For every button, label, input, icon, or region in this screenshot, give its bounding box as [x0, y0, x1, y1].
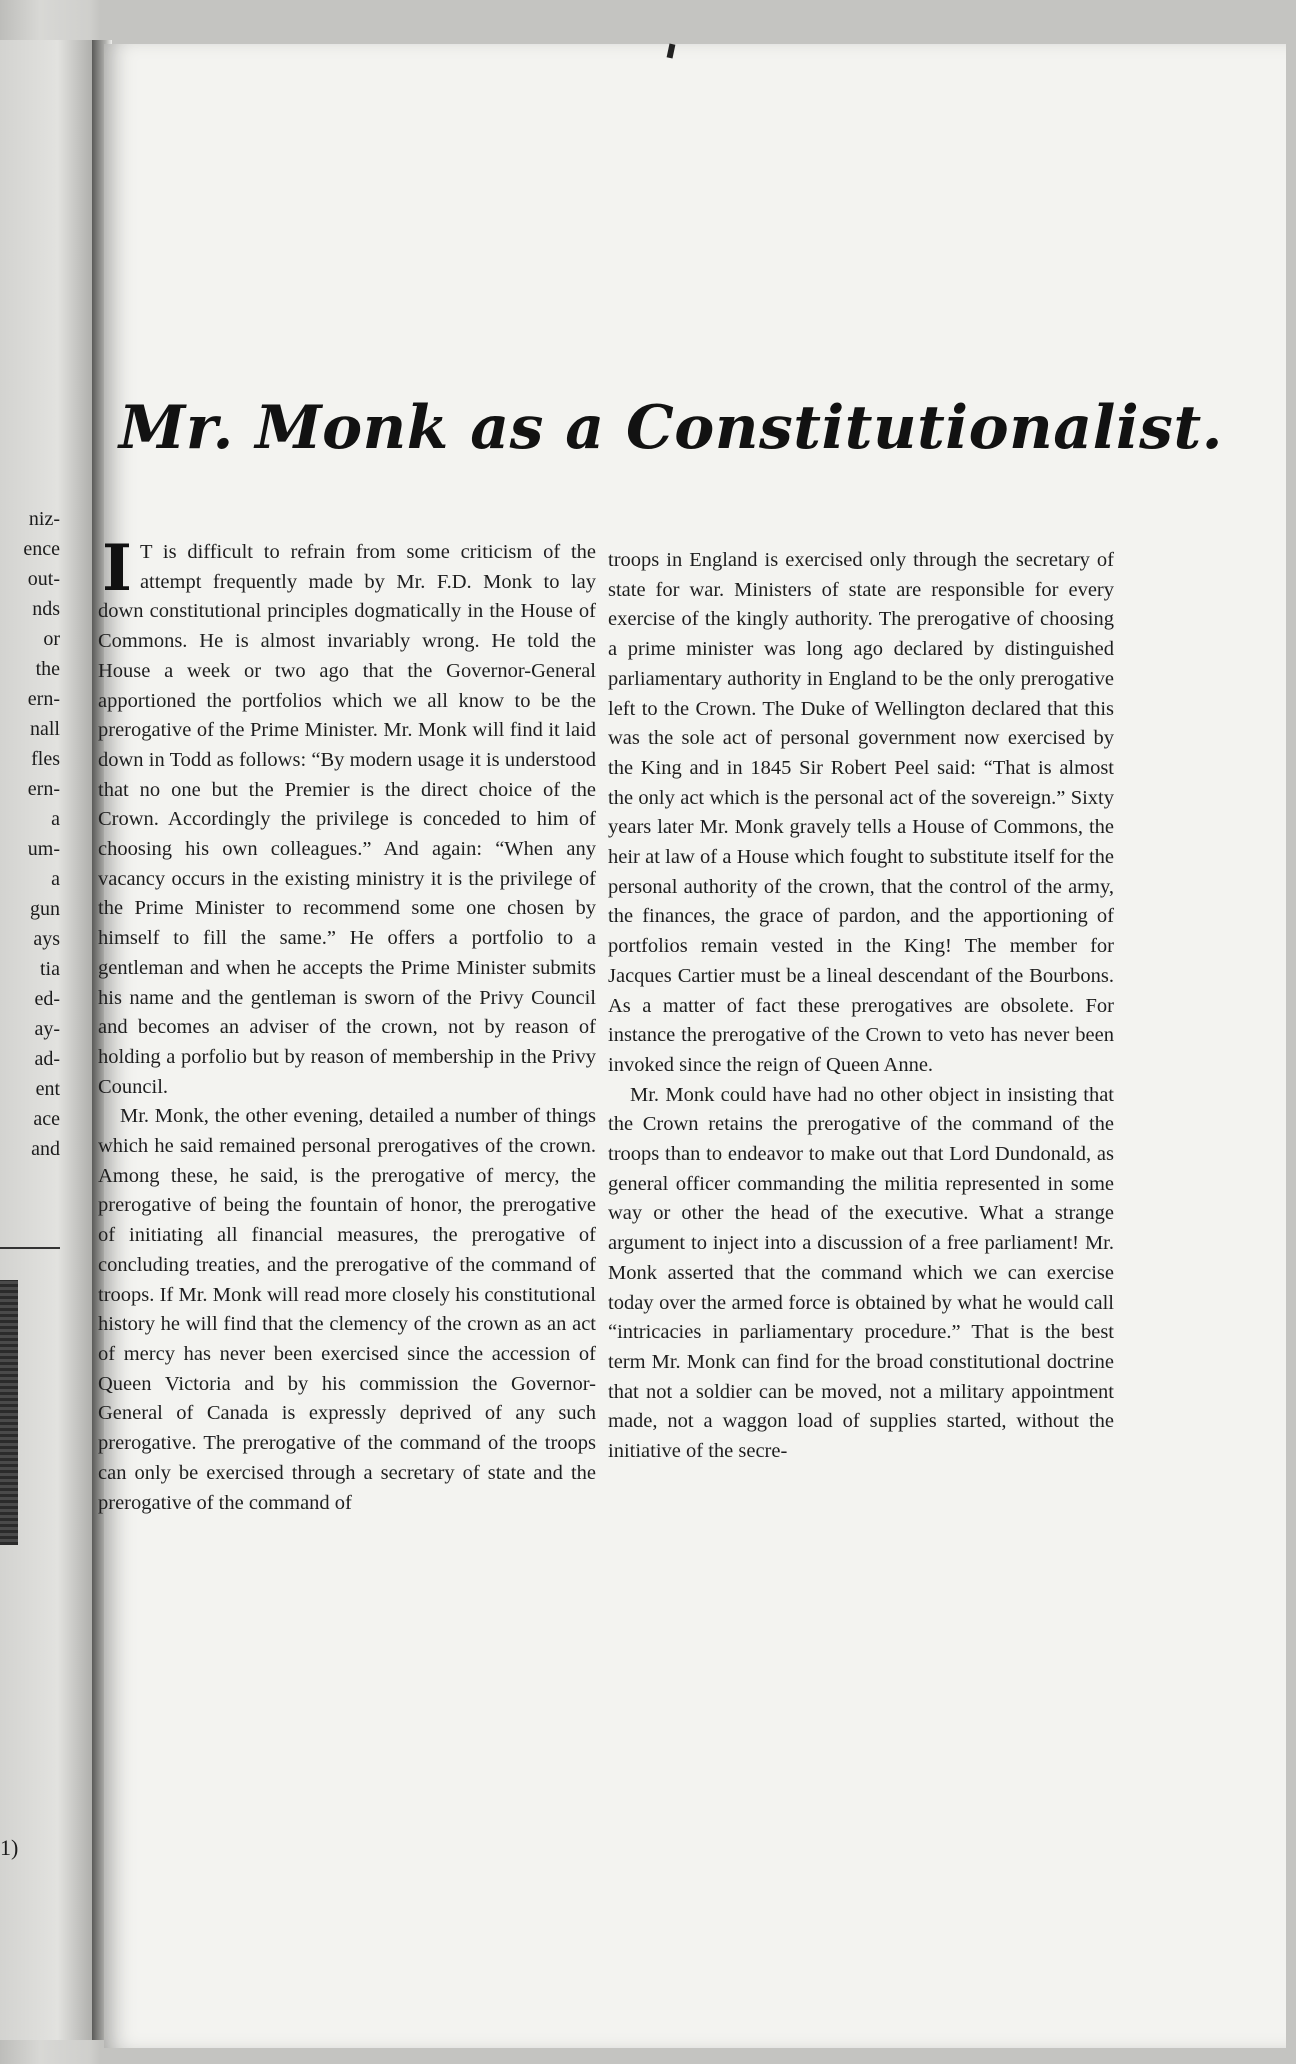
paragraph: troops in England is exercised only through the secretary of state for war. Ministers of state are responsible for every exercise of the kingly authority. The prerogative of choosing a prime minister was long ago declared by distinguished parliamentary authority in England to be the only prerogative left to the Crown. The Duke of Wellington declared that this was the sole act of personal government now exercised by the King and in 1845 Sir Robert Peel said: “That is almost the only act which is the personal act of the sovereign.” Sixty years later Mr. Monk gravely tells a House of Commons, the heir at law of a House which fought to substitute itself for the personal authority of the crown, that the control of the army, the finances, the grace of pardon, and the apportioning of portfolios remain vested in the King! The member for Jacques Cartier must be a lineal descendant of the Bourbons. As a matter of fact these prerogatives are obsolete. For instance the prerogative of the Crown to veto has never been invoked since the reign of Queen Anne.	[608, 549, 1114, 1076]
adjacent-page-paren: 1)	[0, 1835, 19, 1860]
adjacent-page-fragment: ent	[35, 1078, 60, 1100]
scan-artifact	[667, 44, 676, 59]
adjacent-page-fragment: tia	[40, 958, 60, 980]
adjacent-page-fragment: a	[51, 808, 60, 830]
paragraph: Mr. Monk could have had no other object in insisting that the Crown retains the prerogative of the command of the troops than to endeavor to make out that Lord Dundonald, as general officer commanding the militia represented in some way or other the head of the executive. What a strange argument to inject into a discussion of a free parliament! Mr. Monk asserted that the command which we can exercise today over the armed force is obtained by what he would call “intricacies in parliamentary procedure.” That is the best term Mr. Monk can find for the broad constitutional doctrine that not a soldier can be moved, not a military appointment made, not a waggon load of supplies started, without the initiative of the secre-	[608, 1083, 1114, 1463]
adjacent-page-fragment: out-	[27, 568, 60, 590]
adjacent-page-fragment: nds	[32, 598, 60, 620]
article-column-left	[98, 531, 596, 1518]
adjacent-page-fragment: ad-	[34, 1048, 60, 1070]
adjacent-page-image	[0, 1280, 18, 1545]
adjacent-page-fragment: or	[43, 628, 60, 650]
article-title: Mr. Monk as a Constitutionalist.	[118, 393, 1224, 463]
adjacent-page-fragment: ays	[33, 928, 60, 950]
adjacent-page-edge	[0, 40, 96, 2040]
adjacent-page-fragment: niz-	[28, 508, 60, 530]
adjacent-page-fragment: ern-	[27, 688, 60, 710]
adjacent-page-fragment: the	[35, 658, 60, 680]
adjacent-page-fragment: ence	[23, 538, 60, 560]
adjacent-page-fragment: and	[31, 1138, 60, 1160]
adjacent-page-fragment: gun	[30, 898, 60, 920]
adjacent-page-fragment: um-	[27, 838, 60, 860]
adjacent-page-fragment: nall	[30, 718, 60, 740]
adjacent-page-fragment: ay-	[34, 1018, 60, 1040]
adjacent-page-fragment: ern-	[27, 778, 60, 800]
adjacent-page-fragment: a	[51, 868, 60, 890]
adjacent-page-rule	[0, 1247, 60, 1249]
paragraph-text: T is difficult to refrain from some criticism of the attempt frequently made by Mr. F.D. Monk to lay down constitutional principles dogmatically in the House of Commons. He is almost invariably wrong. He told the House a week or two ago that the Governor-General apportioned the portfolios which we all know to be the prerogative of the Prime Minister. Mr. Monk will find it laid down in Todd as follows: “By modern usage it is understood that no one but the Premier is the direct choice of the Crown. Accordingly the privilege is conceded to him of choosing his own colleagues.” And again: “When any vacancy occurs in the existing ministry it is the privilege of the Prime Minister to recommend some one chosen by himself to fill the same.” He offers a portfolio to a gentleman and when he accepts the Prime Minister submits his name and the gentleman is sworn of the Privy Council and becomes an adviser of the crown, not by reason of holding a porfolio but by reason of membership in the Privy Council.	[98, 541, 596, 1098]
adjacent-page-text	[0, 504, 60, 1164]
drop-cap: I	[102, 531, 132, 606]
article-column-right	[608, 546, 1114, 1467]
adjacent-page-fragment: ed-	[34, 988, 60, 1010]
paragraph	[98, 531, 596, 1102]
adjacent-page-fragment: fles	[31, 748, 60, 770]
adjacent-page-fragment: ace	[33, 1108, 60, 1130]
paragraph: Mr. Monk, the other evening, detailed a number of things which he said remained personal prerogatives of the crown. Among these, he said, is the prerogative of mercy, the prerogative of being the fountain of honor, the prerogative of initiating all financial measures, the prerogative of concluding treaties, and the prerogative of the command of troops. If Mr. Monk will read more closely his constitutional history he will find that the clemency of the crown as an act of mercy has never been exercised since the accession of Queen Victoria and by his commission the Governor-General of Canada is expressly deprived of any such prerogative. The prerogative of the command of the troops can only be exercised through a secretary of state and the prerogative of the command of	[98, 1105, 596, 1514]
